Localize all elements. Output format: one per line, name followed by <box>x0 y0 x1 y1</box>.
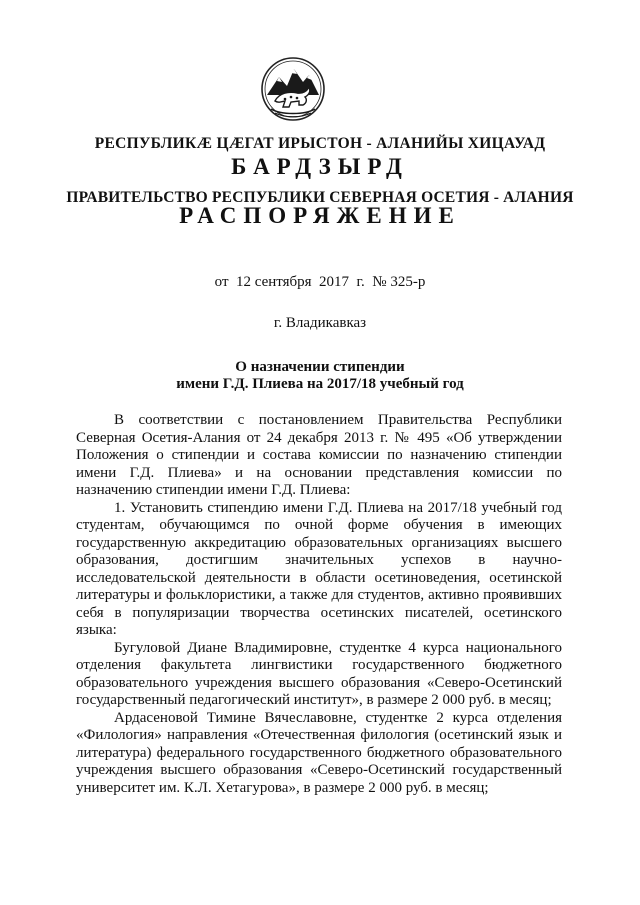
document-body <box>76 412 562 797</box>
russian-government-title: ПРАВИТЕЛЬСТВО РЕСПУБЛИКИ СЕВЕРНАЯ ОСЕТИЯ - АЛАНИЯ <box>66 189 574 206</box>
ossetian-document-type: БАРДЗЫРД <box>231 154 409 179</box>
body-paragraph-item-1: 1. Установить стипендию имени Г.Д. Плиева на 2017/18 учебный год студентам, обучающимся по очной форме обучения в имеющих государственную аккредитацию образовательных организациях высшего образования, достигшим значительных успехов в научно-исследовательской деятельности в области осетиноведения, осетинской литературы и фольклористики, а также для студентов, активно проявивших себя в популяризации творчества осетинских писателей, осетинского языка: <box>76 499 562 638</box>
coat-of-arms-icon <box>261 55 325 123</box>
document-city: г. Владикавказ <box>273 315 367 331</box>
document-date-number: от 12 сентября 2017 г. № 325-р <box>214 274 426 290</box>
body-paragraph-recipient-2: Ардасеновой Тимине Вячеславовне, студентке 2 курса отделения «Филология» направления «Отечественная филология (осетинский язык и литература) федерального государственного бюджетного образовательного учреждения высшего образования «Северо-Осетинский государственный университет им. К.Л. Хетагурова», в размере 2 000 руб. в месяц; <box>76 709 562 796</box>
document-title <box>0 359 640 393</box>
document-title-line-2: имени Г.Д. Плиева на 2017/18 учебный год <box>176 376 464 392</box>
body-paragraph-recipient-1: Бугуловой Диане Владимировне, студентке 4 курса национального отделения факультета лингвистики государственного бюджетного образовательного учреждения высшего образования «Северо-Осетинский государственный педагогический институт», в размере 2 000 руб. в месяц; <box>76 639 562 708</box>
ossetian-government-title: РЕСПУБЛИКӔ ЦӔГАТ ИРЫСТОН - АЛАНИЙЫ ХИЦАУАД <box>94 135 546 152</box>
russian-document-type: РАСПОРЯЖЕНИЕ <box>179 203 461 228</box>
document-title-line-1: О назначении стипендии <box>235 359 405 375</box>
body-paragraph-preamble: В соответствии с постановлением Правительства Республики Северная Осетия-Алания от 24 декабря 2013 г. № 495 «Об утверждении Положения о стипендии и состава комиссии по назначению стипендии имени Г.Д. Плиева» и на основании представления комиссии по назначению стипендии имени Г.Д. Плиева: <box>76 412 562 498</box>
